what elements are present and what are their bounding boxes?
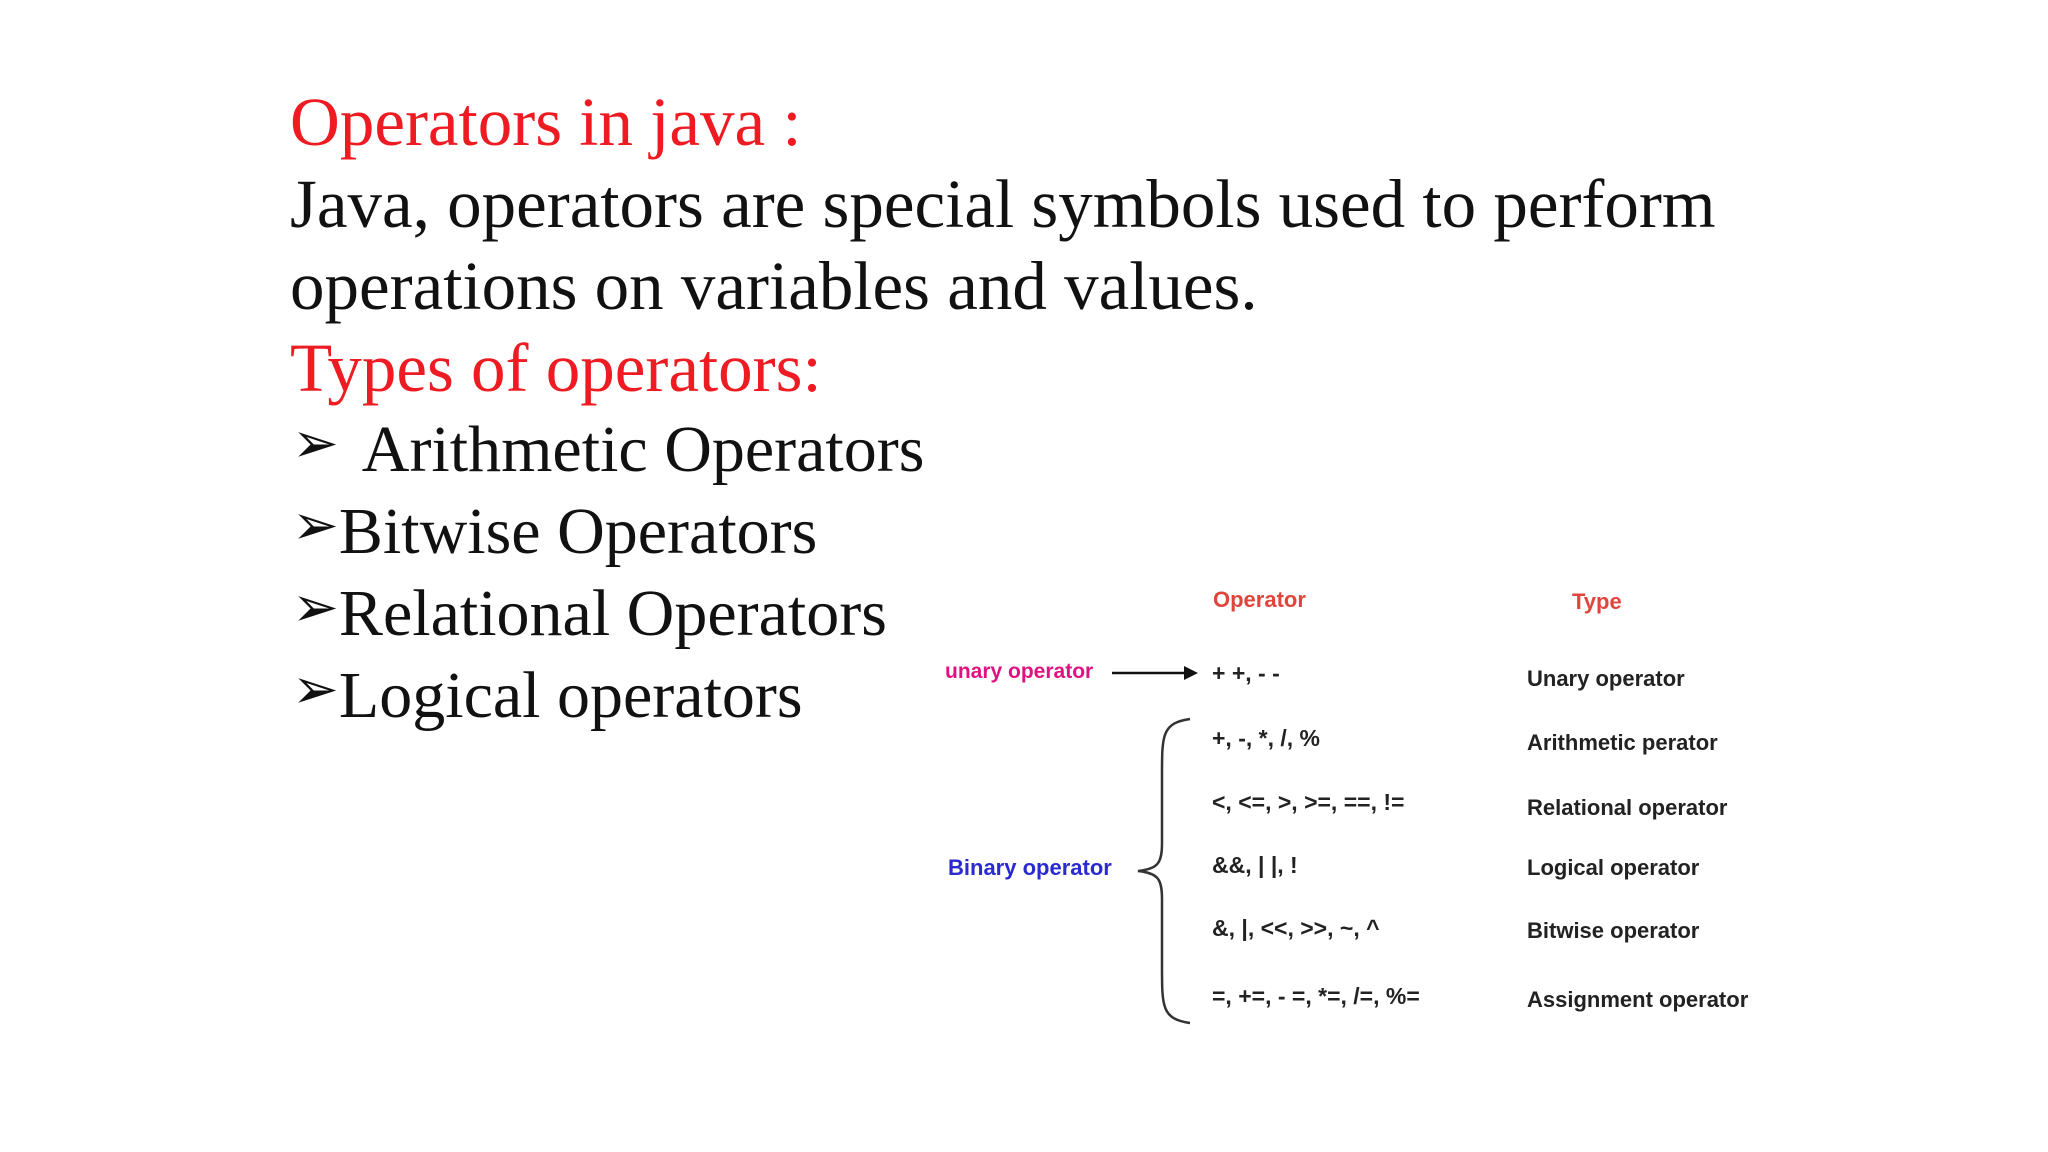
arrow-bullet-icon: ➢ [292, 659, 339, 721]
bullet-item-bitwise [292, 492, 817, 572]
arrow-bullet-icon: ➢ [292, 413, 339, 475]
binary-operator-label: Binary operator [948, 855, 1112, 880]
operator-cell: =, +=, - =, *=, /=, %= [1212, 983, 1420, 1009]
type-cell: Logical operator [1527, 855, 1700, 880]
description-line-2: operations on variables and values. [290, 248, 1258, 324]
unary-arrow-icon [1110, 660, 1200, 686]
type-cell: Unary operator [1527, 666, 1685, 691]
type-cell: Bitwise operator [1527, 918, 1700, 943]
type-cell: Relational operator [1527, 795, 1728, 820]
type-cell: Arithmetic perator [1527, 730, 1718, 755]
bullet-label: Logical operators [338, 659, 803, 732]
bullet-item-relational [292, 574, 887, 654]
bullet-item-arithmetic [292, 410, 924, 490]
arrow-bullet-icon: ➢ [292, 495, 339, 557]
unary-operator-label: unary operator [945, 660, 1094, 683]
types-heading: Types of operators: [290, 330, 822, 406]
operator-cell: &, |, <<, >>, ~, ^ [1212, 915, 1380, 941]
bullet-label: Bitwise Operators [338, 495, 818, 568]
bullet-label: Arithmetic Operators [348, 413, 925, 486]
description-line-1: Java, operators are special symbols used to perform [290, 166, 1716, 242]
table-header-operator: Operator [1213, 587, 1306, 612]
bullet-label: Relational Operators [338, 577, 887, 650]
heading: Operators in java : [290, 84, 802, 160]
operator-cell: &&, | |, ! [1212, 852, 1298, 878]
arrow-bullet-icon: ➢ [292, 577, 339, 639]
curly-brace-icon [1130, 715, 1200, 1027]
operator-cell: +, -, *, /, % [1212, 725, 1321, 751]
type-cell: Assignment operator [1527, 987, 1749, 1012]
operator-cell: + +, - - [1212, 660, 1280, 686]
table-header-type: Type [1572, 589, 1622, 614]
operator-cell: <, <=, >, >=, ==, != [1212, 789, 1405, 815]
bullet-item-logical [292, 656, 803, 736]
